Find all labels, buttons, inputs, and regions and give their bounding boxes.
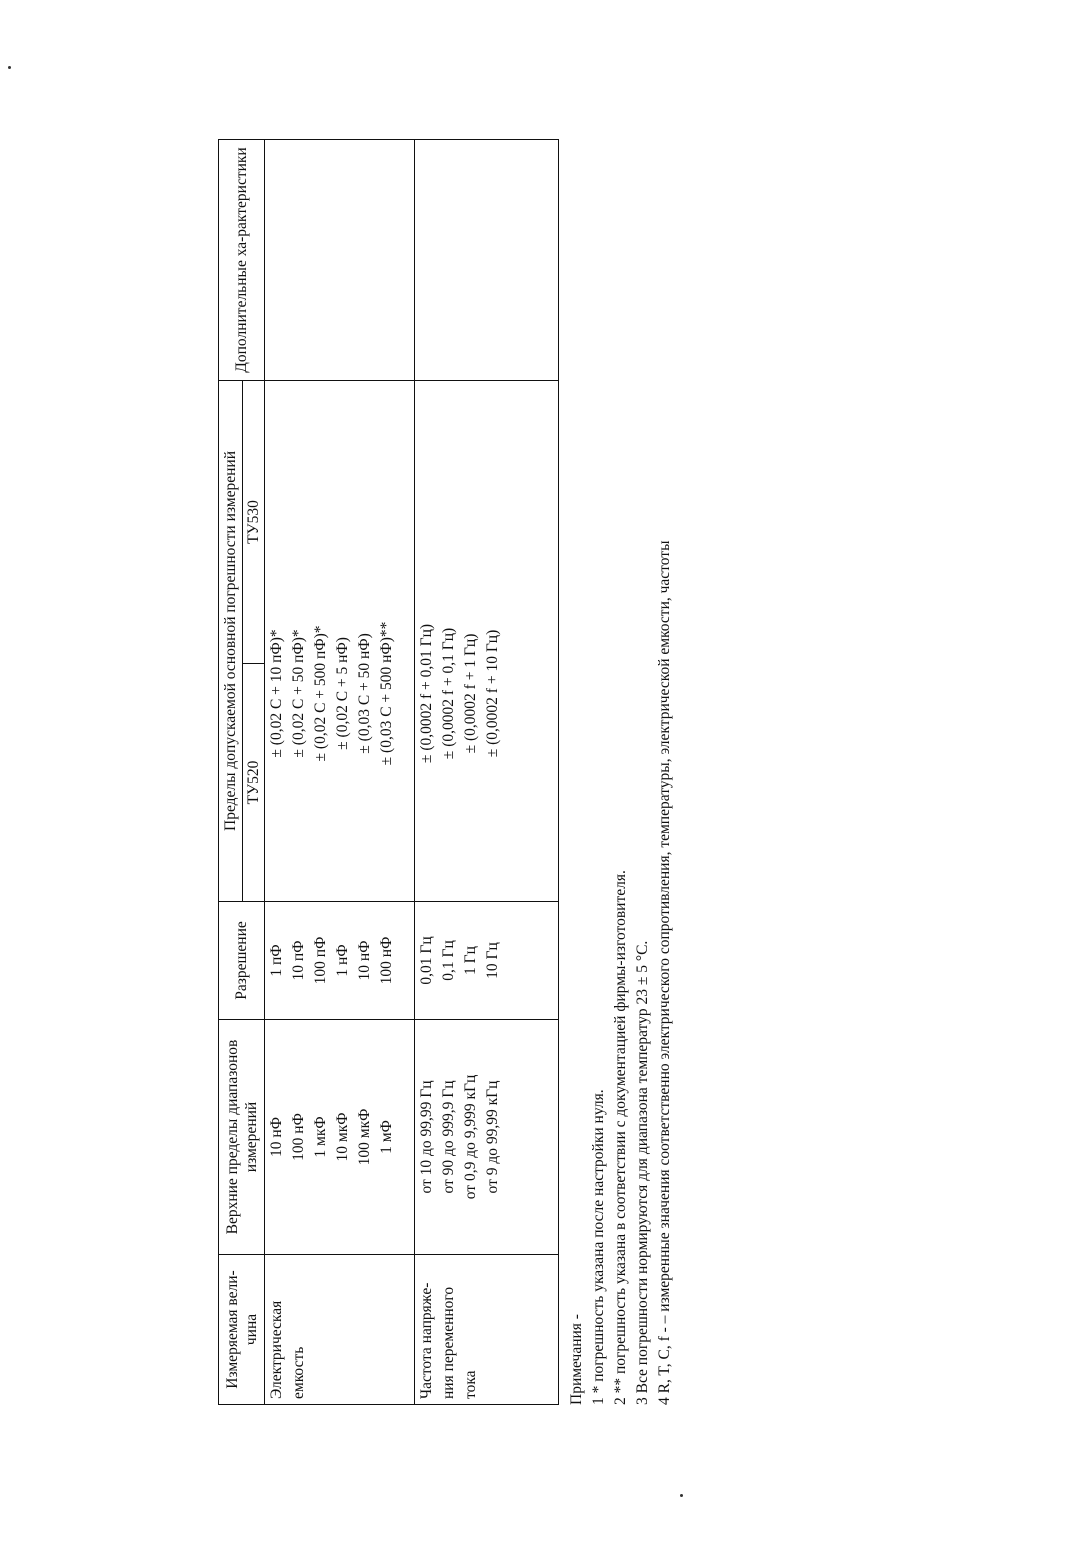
cell-limits-line: ± (0,02 С + 5 нФ) bbox=[334, 637, 351, 750]
specification-table bbox=[218, 139, 559, 1405]
header-extra: Дополнительные ха-рактеристики bbox=[219, 139, 265, 380]
header-limits: Пределы допускаемой основной погрешности измерений bbox=[219, 380, 243, 901]
cell-resolution-line: 0,1 Гц bbox=[440, 940, 457, 981]
cell-ranges-line: 10 мкФ bbox=[334, 1112, 351, 1162]
cell-quantity-line: Частота напряже- bbox=[418, 1282, 435, 1399]
cell-limits-line: ± (0,0002 f + 10 Гц) bbox=[484, 629, 501, 758]
cell-ranges-line: от 0,9 до 9,999 кГц bbox=[462, 1074, 479, 1200]
note-item: 2 ** погрешность указана в соответствии с документацией фирмы-изготовителя. bbox=[612, 870, 629, 1405]
cell-extra bbox=[415, 139, 559, 380]
cell-ranges-line: 100 мкФ bbox=[356, 1108, 373, 1166]
cell-resolution-line: 1 Гц bbox=[462, 946, 479, 975]
cell-limits bbox=[265, 380, 415, 901]
cell-ranges-line: от 9 до 99,99 кГц bbox=[484, 1080, 501, 1194]
cell-limits-line: ± (0,0002 f + 1 Гц) bbox=[462, 633, 479, 754]
notes-title: Примечания - bbox=[568, 1314, 585, 1405]
cell-ranges bbox=[415, 1020, 559, 1255]
cell-ranges-line: от 90 до 999,9 Гц bbox=[440, 1080, 457, 1194]
table-row bbox=[415, 139, 559, 1404]
cell-limits-line: ± (0,0002 f + 0,01 Гц) bbox=[418, 623, 435, 764]
cell-quantity-line: ния переменного bbox=[440, 1286, 457, 1399]
cell-resolution-line: 100 пФ bbox=[312, 936, 329, 985]
cell-ranges-line: 1 мкФ bbox=[312, 1116, 329, 1158]
cell-resolution-line: 1 нФ bbox=[334, 944, 351, 977]
note-item: 4 R, T, C, f - – измеренные значения соответственно электрического сопротивления, температуры, электрической емкости, частоты bbox=[656, 540, 673, 1405]
header-quantity: Измеряемая вели-чина bbox=[219, 1255, 265, 1405]
cell-resolution-line: 0,01 Гц bbox=[418, 936, 435, 985]
cell-quantity bbox=[415, 1255, 559, 1405]
cell-resolution-line: 100 нФ bbox=[378, 936, 395, 985]
cell-ranges bbox=[265, 1020, 415, 1255]
cell-limits-line: ± (0,02 С + 500 пФ)* bbox=[312, 625, 329, 762]
cell-limits-line: ± (0,02 С + 50 пФ)* bbox=[290, 629, 307, 758]
cell-quantity-line: емкость bbox=[290, 1346, 307, 1399]
header-model-a: ТУ520 bbox=[243, 664, 265, 902]
cell-limits-line: ± (0,03 С + 500 нФ)** bbox=[378, 621, 395, 766]
notes-section bbox=[566, 85, 676, 1405]
rotated-page-content bbox=[218, 85, 678, 1405]
cell-quantity-line: тока bbox=[462, 1370, 479, 1399]
cell-resolution-line: 10 пФ bbox=[290, 940, 307, 981]
note-item: 3 Все погрешности нормируются для диапазона температур 23 ± 5 °С. bbox=[634, 940, 651, 1405]
cell-ranges-line: от 10 до 99,99 Гц bbox=[418, 1080, 435, 1194]
cell-limits bbox=[415, 380, 559, 901]
cell-limits-line: ± (0,02 С + 10 пФ)* bbox=[268, 629, 285, 758]
cell-ranges-line: 1 мФ bbox=[378, 1120, 395, 1154]
note-item: 1 * погрешность указана после настройки нуля. bbox=[590, 1089, 607, 1405]
scan-speck bbox=[680, 1494, 683, 1497]
cell-quantity bbox=[265, 1255, 415, 1405]
cell-resolution-line: 10 Гц bbox=[484, 942, 501, 979]
cell-resolution bbox=[265, 902, 415, 1020]
cell-limits-line: ± (0,0002 f + 0,1 Гц) bbox=[440, 627, 457, 760]
scan-speck bbox=[8, 66, 11, 69]
header-model-b: ТУ530 bbox=[243, 380, 265, 663]
header-resolution: Разрешение bbox=[219, 902, 265, 1020]
cell-resolution-line: 10 нФ bbox=[356, 940, 373, 981]
table-row bbox=[265, 139, 415, 1404]
table-body bbox=[265, 139, 559, 1404]
cell-ranges-line: 100 нФ bbox=[290, 1113, 307, 1161]
header-ranges: Верхние пределы диапазонов измерений bbox=[219, 1020, 265, 1255]
cell-quantity-line: Электрическая bbox=[268, 1300, 285, 1399]
cell-extra bbox=[265, 139, 415, 380]
cell-resolution-line: 1 пФ bbox=[268, 944, 285, 977]
cell-resolution bbox=[415, 902, 559, 1020]
cell-ranges-line: 10 нФ bbox=[268, 1117, 285, 1157]
cell-limits-line: ± (0,03 С + 50 нФ) bbox=[356, 633, 373, 754]
